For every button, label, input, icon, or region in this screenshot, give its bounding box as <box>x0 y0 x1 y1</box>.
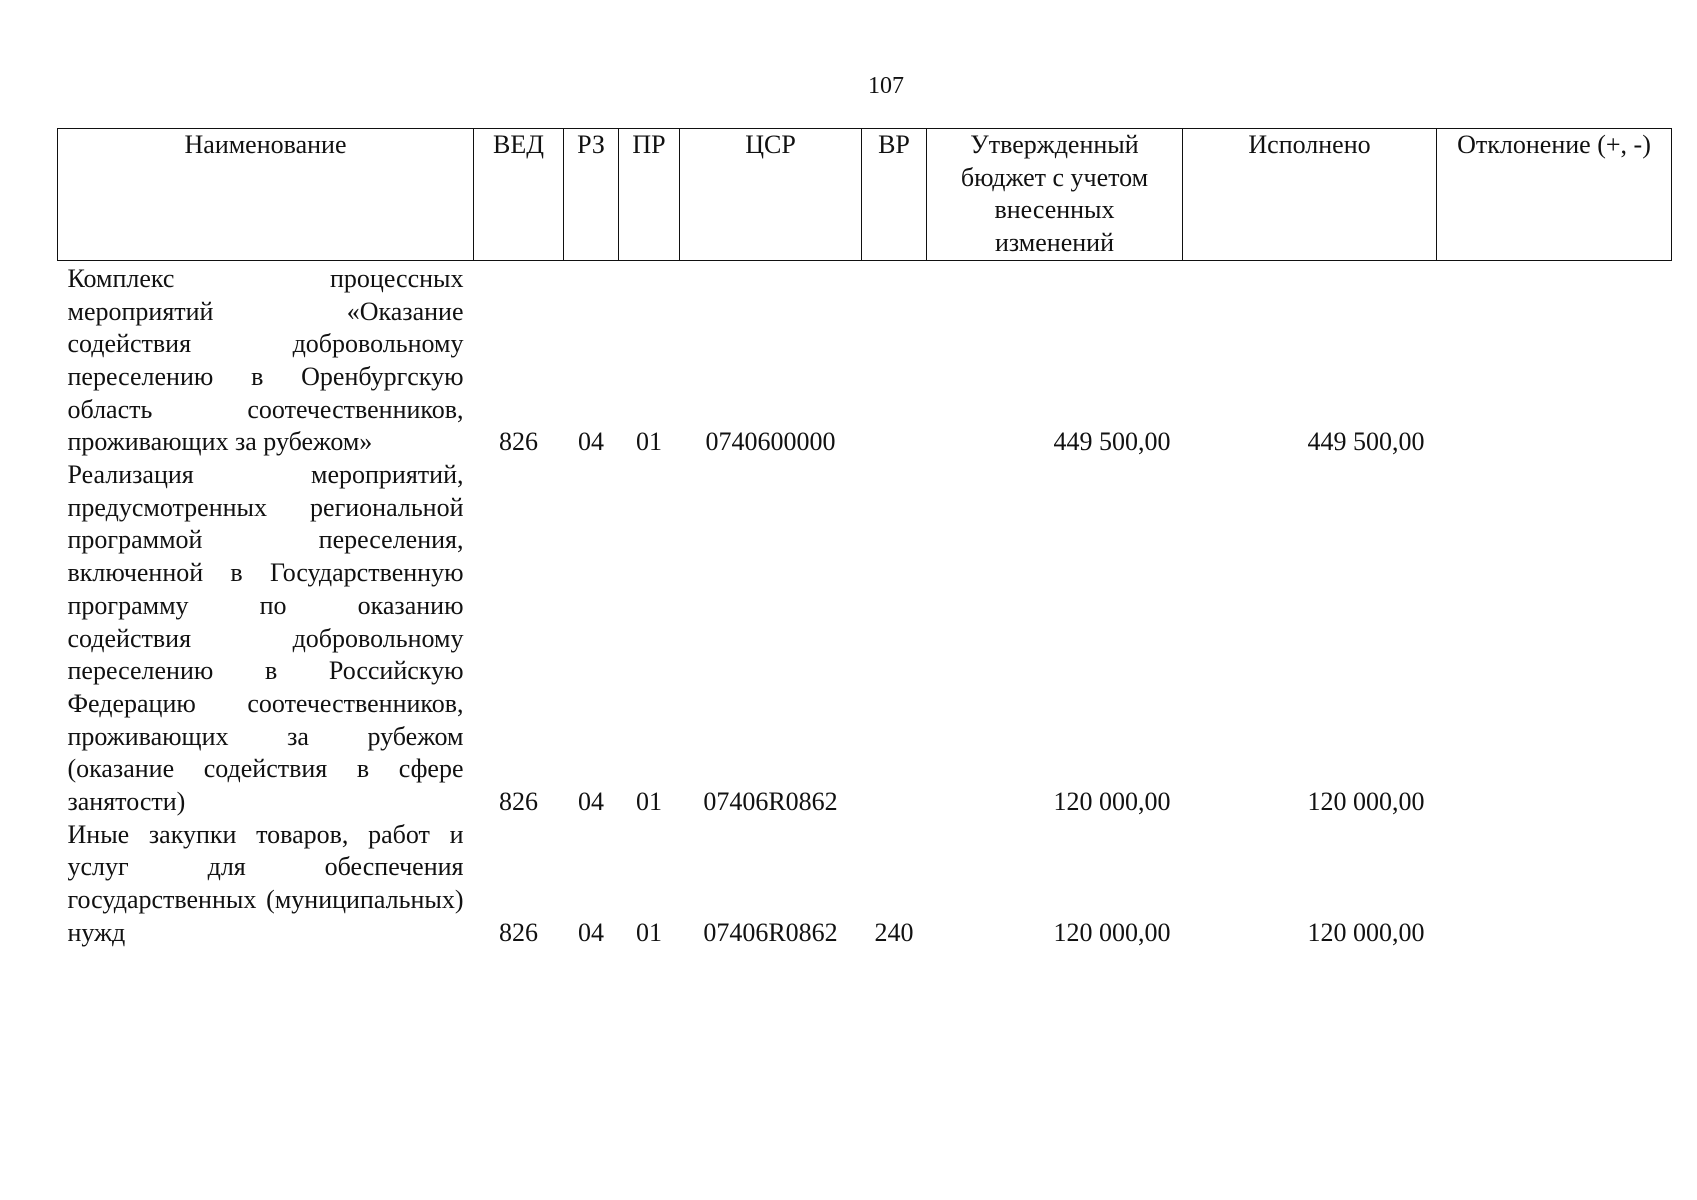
table-row <box>58 819 1672 950</box>
budget-execution-table <box>57 128 1672 950</box>
header-pr: ПР <box>619 129 680 261</box>
row-vr <box>862 260 927 459</box>
row-name: Реализация мероприятий, предусмотренных региональной программой переселения, включенной в Государственную программу по оказанию содействия добровольному переселению в Российскую Федерацию соотечественников, проживающих за рубежом (оказание содействия в сфере занятости) <box>67 460 464 817</box>
row-approved: 120 000,00 <box>1053 917 1171 947</box>
row-approved: 449 500,00 <box>1053 427 1171 457</box>
row-ved: 826 <box>499 917 538 947</box>
header-executed: Исполнено <box>1183 129 1437 261</box>
row-pr: 01 <box>636 427 662 457</box>
header-ved: ВЕД <box>474 129 564 261</box>
row-vr: 240 <box>874 917 914 947</box>
row-executed: 120 000,00 <box>1307 787 1425 817</box>
row-csr: 07406R0862 <box>703 787 838 817</box>
row-deviation <box>1437 819 1672 950</box>
row-executed: 449 500,00 <box>1307 427 1425 457</box>
row-csr: 0740600000 <box>705 427 836 457</box>
row-ved: 826 <box>499 787 538 817</box>
header-deviation: Отклонение (+, -) <box>1437 129 1672 261</box>
table-row <box>58 459 1672 819</box>
page-number: 107 <box>868 73 904 99</box>
row-approved: 120 000,00 <box>1053 787 1171 817</box>
row-vr <box>862 459 927 819</box>
row-rz: 04 <box>578 787 604 817</box>
header-rz: РЗ <box>564 129 619 261</box>
header-approved: Утвержденный бюджет с учетом внесенных изменений <box>927 129 1183 261</box>
row-rz: 04 <box>578 917 604 947</box>
row-ved: 826 <box>499 427 538 457</box>
row-csr: 07406R0862 <box>703 917 838 947</box>
row-deviation <box>1437 459 1672 819</box>
row-executed: 120 000,00 <box>1307 917 1425 947</box>
header-name: Наименование <box>58 129 474 261</box>
header-vr: ВР <box>862 129 927 261</box>
row-rz: 04 <box>578 427 604 457</box>
row-pr: 01 <box>636 917 662 947</box>
header-csr: ЦСР <box>680 129 862 261</box>
row-name: Иные закупки товаров, работ и услуг для обеспечения государственных (муниципальных) нужд <box>67 819 464 947</box>
table-header-row <box>58 129 1672 261</box>
row-pr: 01 <box>636 787 662 817</box>
row-name: Комплекс процессных мероприятий «Оказание содействия добровольному переселению в Оренбургскую область соотечественников, проживающих за рубежом» <box>67 263 464 457</box>
table-row <box>58 260 1672 459</box>
row-deviation <box>1437 260 1672 459</box>
